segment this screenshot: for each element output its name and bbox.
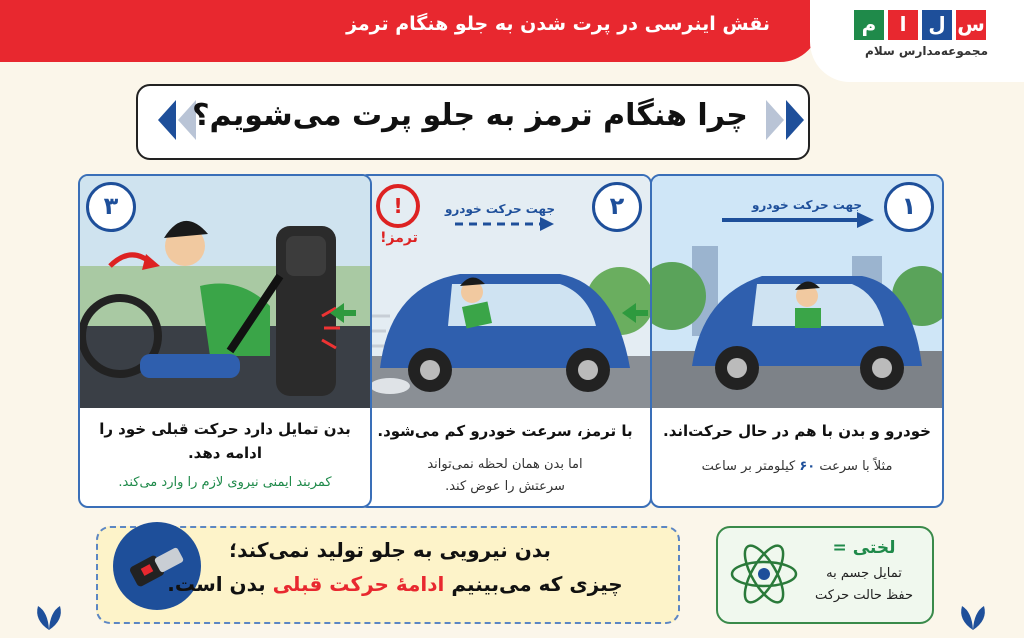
page-title: نقش اینرسی در پرت شدن به جلو هنگام ترمز [346,13,770,35]
leaf-decoration-icon [956,602,990,632]
inertia-definition-2: حفظ حالت حرکت [814,588,914,603]
panel-3-caption-2: ادامه دهد. [187,444,263,462]
brake-label: ترمز! [380,230,418,246]
summary-line-1: بدن نیرویی به جلو تولید نمی‌کند؛ [229,538,551,562]
inertia-term: لختی = [832,538,896,558]
speed-value: ۶۰ [799,459,816,474]
logo-letter-3: ا [888,10,918,40]
panel-step-1 [650,174,944,508]
leaf-decoration-icon [32,602,66,632]
step-number-badge: ۳ [86,182,136,232]
summary-line-2: چیزی که می‌بینیم ادامهٔ حرکت قبلی بدن است. [167,572,623,596]
panel-step-2 [358,174,652,508]
summary-highlight: ادامهٔ حرکت قبلی [272,572,445,596]
seatbelt-icon [108,514,206,612]
panel-1-caption: خودرو و بدن با هم در حال حرکت‌اند. [663,422,931,440]
logo-letter-1: س [956,10,986,40]
atom-icon [726,536,802,612]
logo-letter-2: ل [922,10,952,40]
arrow-left-icon-shaft [342,310,356,316]
panel-2-subcaption-2: سرعتش را عوض کند. [445,479,565,494]
chevron-right-icon [786,100,804,140]
direction-label: جهت حرکت خودرو [444,202,556,216]
panel-step-3 [78,174,372,508]
svg-text:!: ! [393,194,403,218]
step-number-badge: ۲ [592,182,642,232]
panel-2-caption: با ترمز، سرعت خودرو کم می‌شود. [377,422,633,440]
panel-3-note: کمربند ایمنی نیروی لازم را وارد می‌کند. [118,475,332,490]
logo-subtitle: مجموعه‌مدارس سلام [865,44,988,58]
direction-label: جهت حرکت خودرو [751,198,863,212]
arrow-left-icon-shaft [634,310,648,316]
logo-letter-4: م [854,10,884,40]
step-number-badge: ۱ [884,182,934,232]
panel-3-caption-1: بدن تمایل دارد حرکت قبلی خود را [99,420,351,438]
chevron-right-icon [766,100,784,140]
main-question: چرا هنگام ترمز به جلو پرت می‌شویم؟ [192,98,748,133]
chevron-left-icon [158,100,176,140]
panel-2-subcaption-1: اما بدن همان لحظه نمی‌تواند [427,457,583,472]
inertia-definition-1: تمایل جسم به [826,566,902,581]
panel-1-subcaption: مثلاً با سرعت ۶۰ کیلومتر بر ساعت [701,459,893,474]
